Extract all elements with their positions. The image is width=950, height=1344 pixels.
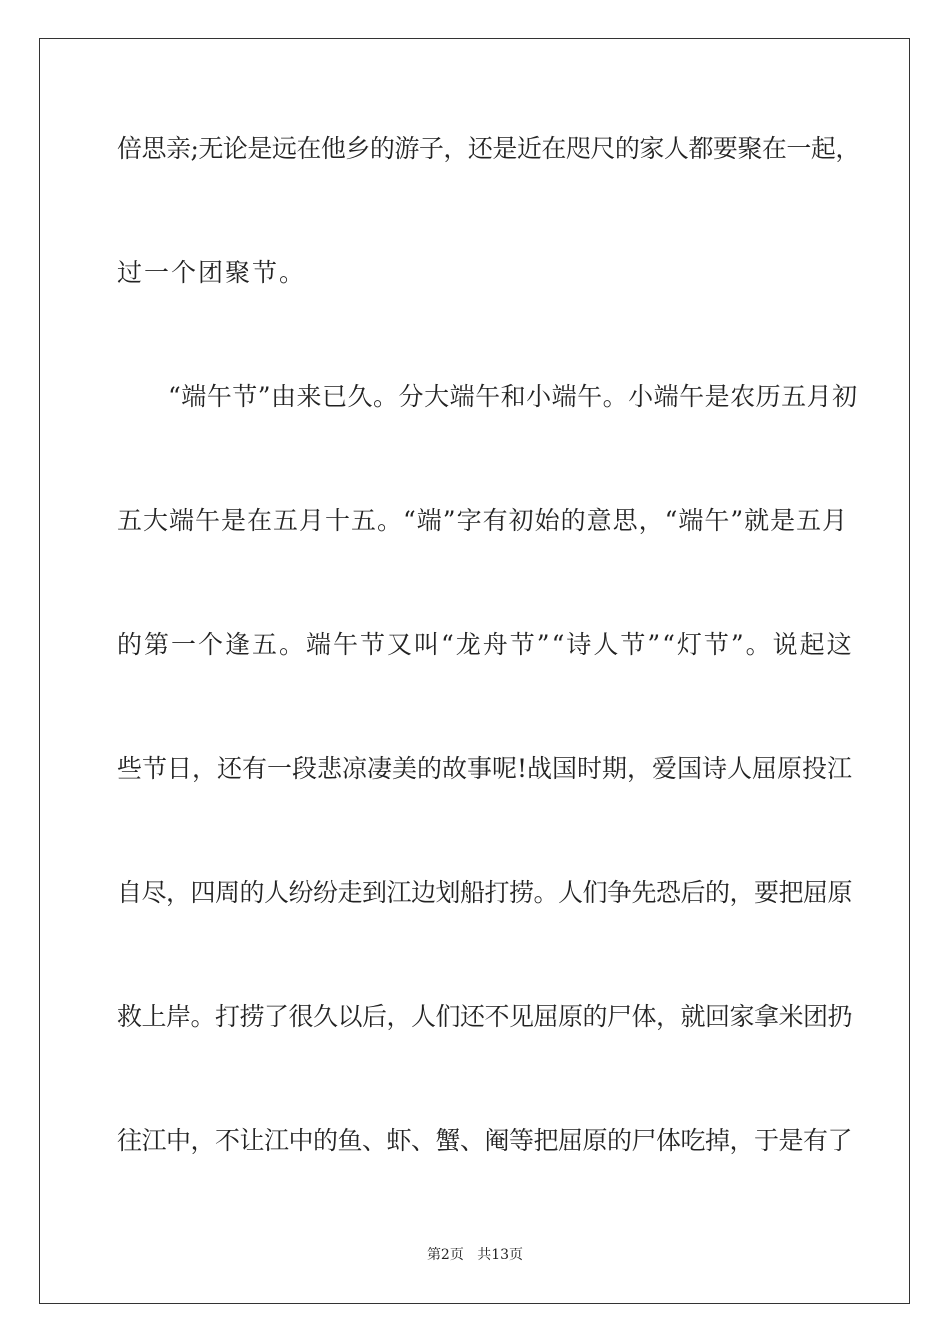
text-line-3: “端午节”由来已久。分大端午和小端午。小端午是农历五月初 xyxy=(117,382,858,411)
page-footer xyxy=(0,1246,950,1264)
text-line-8: 救上岸。打捞了很久以后，人们还不见屈原的尸体，就回家拿米团扔 xyxy=(117,1002,853,1031)
text-line-7: 自尽，四周的人纷纷走到江边划船打捞。人们争先恐后的，要把屈原 xyxy=(117,878,853,907)
page-number: 第2页 xyxy=(426,1247,464,1263)
page-total: 共13页 xyxy=(477,1247,524,1263)
text-line-2: 过一个团聚节。 xyxy=(117,258,307,287)
text-line-9: 往江中，不让江中的鱼、虾、蟹、阉等把屈原的尸体吃掉，于是有了 xyxy=(117,1126,853,1155)
text-line-6: 些节日，还有一段悲凉凄美的故事呢!战国时期，爱国诗人屈原投江 xyxy=(117,754,853,783)
text-line-1: 倍思亲;无论是远在他乡的游子，还是近在咫尺的家人都要聚在一起， xyxy=(117,134,860,163)
text-line-4: 五大端午是在五月十五。“端”字有初始的意思，“端午”就是五月 xyxy=(117,506,849,535)
text-line-5: 的第一个逢五。端午节又叫“龙舟节”“诗人节”“灯节”。说起这 xyxy=(117,630,854,659)
page-border xyxy=(39,38,910,1304)
